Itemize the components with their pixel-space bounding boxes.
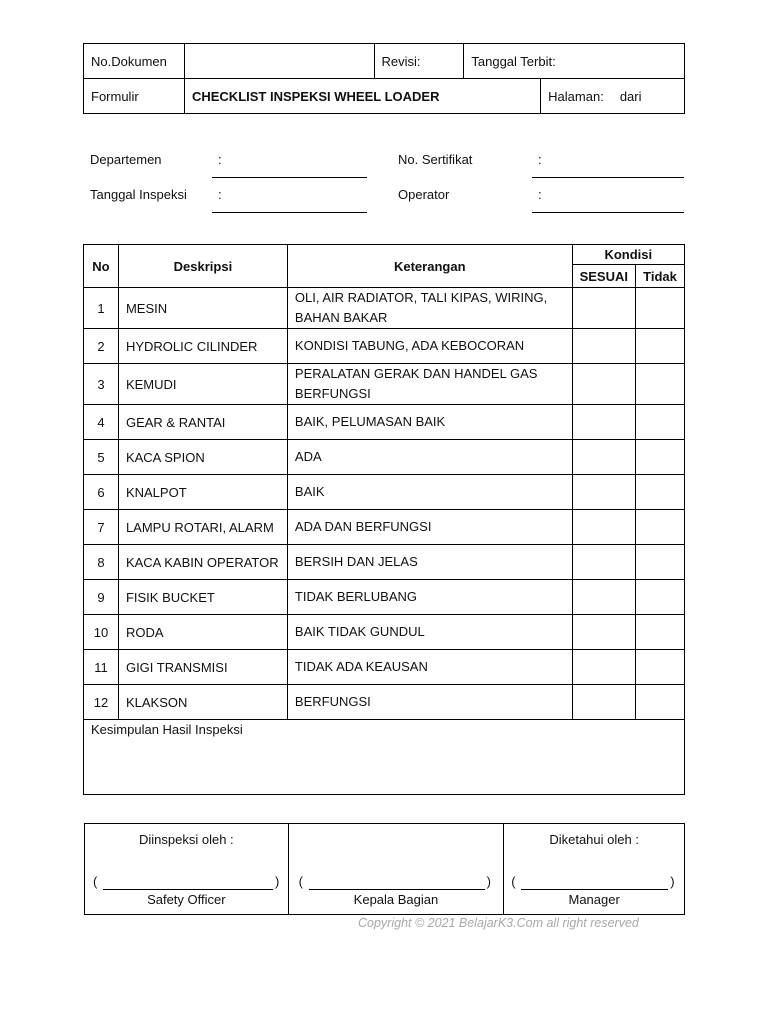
table-row (84, 364, 685, 405)
open-paren: ( (93, 874, 98, 889)
row-no: 6 (84, 475, 119, 510)
row-no: 7 (84, 510, 119, 545)
table-row (84, 440, 685, 475)
signature-line[interactable] (309, 889, 485, 890)
row-desc: KACA KABIN OPERATOR (118, 545, 287, 580)
signature-line[interactable] (103, 889, 273, 890)
row-no: 8 (84, 545, 119, 580)
signature-kepala-bagian (288, 824, 504, 915)
row-note: OLI, AIR RADIATOR, TALI KIPAS, WIRING, BAHAN BAKAR (287, 288, 572, 329)
row-note: TIDAK BERLUBANG (287, 580, 572, 615)
row-ok-checkbox[interactable] (572, 580, 635, 615)
close-paren: ) (486, 874, 491, 889)
role-manager: Manager (568, 892, 620, 907)
form-label: Formulir (84, 79, 185, 114)
conclusion-box[interactable] (84, 720, 685, 795)
conclusion-label: Kesimpulan Hasil Inspeksi (91, 722, 243, 737)
open-paren: ( (298, 874, 303, 889)
row-not-checkbox[interactable] (635, 650, 684, 685)
close-paren: ) (670, 874, 675, 889)
document-header (83, 43, 685, 114)
row-desc: GEAR & RANTAI (118, 405, 287, 440)
table-row (84, 545, 685, 580)
certificate-colon: : (538, 152, 542, 167)
row-no: 5 (84, 440, 119, 475)
revision-label: Revisi: (374, 44, 464, 79)
table-row (84, 405, 685, 440)
row-note: ADA DAN BERFUNGSI (287, 510, 572, 545)
row-not-checkbox[interactable] (635, 329, 684, 364)
row-ok-checkbox[interactable] (572, 440, 635, 475)
inspected-by-label: Diinspeksi oleh : (139, 832, 234, 847)
close-paren: ) (275, 874, 280, 889)
col-note-header: Keterangan (287, 245, 572, 288)
row-ok-checkbox[interactable] (572, 545, 635, 580)
table-row (84, 329, 685, 364)
table-row (84, 580, 685, 615)
checklist-table (83, 244, 685, 795)
page-label: Halaman: (548, 88, 604, 104)
department-colon: : (218, 152, 222, 167)
doc-no-value (184, 44, 374, 79)
row-ok-checkbox[interactable] (572, 329, 635, 364)
row-not-checkbox[interactable] (635, 288, 684, 329)
row-not-checkbox[interactable] (635, 685, 684, 720)
col-desc-header: Deskripsi (118, 245, 287, 288)
row-note: ADA (287, 440, 572, 475)
row-note: BERFUNGSI (287, 685, 572, 720)
col-ok-header: SESUAI (572, 265, 635, 288)
signature-manager (504, 824, 685, 915)
row-note: BAIK TIDAK GUNDUL (287, 615, 572, 650)
table-row (84, 685, 685, 720)
department-field[interactable] (212, 177, 367, 178)
table-row (84, 650, 685, 685)
row-desc: KEMUDI (118, 364, 287, 405)
row-not-checkbox[interactable] (635, 545, 684, 580)
col-condition-header: Kondisi (572, 245, 684, 265)
table-row (84, 288, 685, 329)
table-row (84, 475, 685, 510)
row-ok-checkbox[interactable] (572, 650, 635, 685)
role-safety-officer: Safety Officer (147, 892, 226, 907)
signature-safety-officer (85, 824, 289, 915)
signature-table (84, 823, 685, 915)
acknowledged-by-label: Diketahui oleh : (549, 832, 639, 847)
row-note: BAIK, PELUMASAN BAIK (287, 405, 572, 440)
open-paren: ( (511, 874, 516, 889)
row-not-checkbox[interactable] (635, 364, 684, 405)
row-no: 9 (84, 580, 119, 615)
row-no: 11 (84, 650, 119, 685)
signature-line[interactable] (521, 889, 668, 890)
row-desc: LAMPU ROTARI, ALARM (118, 510, 287, 545)
doc-no-label: No.Dokumen (84, 44, 185, 79)
row-desc: FISIK BUCKET (118, 580, 287, 615)
row-note: BERSIH DAN JELAS (287, 545, 572, 580)
row-no: 10 (84, 615, 119, 650)
row-desc: KNALPOT (118, 475, 287, 510)
row-not-checkbox[interactable] (635, 405, 684, 440)
row-not-checkbox[interactable] (635, 440, 684, 475)
row-no: 12 (84, 685, 119, 720)
operator-label: Operator (398, 187, 450, 202)
row-ok-checkbox[interactable] (572, 510, 635, 545)
inspection-date-colon: : (218, 187, 222, 202)
row-not-checkbox[interactable] (635, 580, 684, 615)
row-no: 2 (84, 329, 119, 364)
table-row (84, 615, 685, 650)
row-desc: KACA SPION (118, 440, 287, 475)
row-note: BAIK (287, 475, 572, 510)
col-not-header: Tidak (635, 265, 684, 288)
certificate-label: No. Sertifikat (398, 152, 473, 167)
row-ok-checkbox[interactable] (572, 685, 635, 720)
department-label: Departemen (90, 152, 162, 167)
row-no: 3 (84, 364, 119, 405)
inspection-date-field[interactable] (212, 212, 367, 213)
certificate-field[interactable] (532, 177, 684, 178)
row-desc: HYDROLIC CILINDER (118, 329, 287, 364)
operator-colon: : (538, 187, 542, 202)
row-ok-checkbox[interactable] (572, 288, 635, 329)
row-desc: RODA (118, 615, 287, 650)
inspection-date-label: Tanggal Inspeksi (90, 187, 187, 202)
row-ok-checkbox[interactable] (572, 405, 635, 440)
row-note: TIDAK ADA KEAUSAN (287, 650, 572, 685)
col-no-header: No (84, 245, 119, 288)
row-no: 1 (84, 288, 119, 329)
row-not-checkbox[interactable] (635, 615, 684, 650)
row-ok-checkbox[interactable] (572, 615, 635, 650)
row-not-checkbox[interactable] (635, 510, 684, 545)
row-ok-checkbox[interactable] (572, 364, 635, 405)
operator-field[interactable] (532, 212, 684, 213)
row-not-checkbox[interactable] (635, 475, 684, 510)
row-note: PERALATAN GERAK DAN HANDEL GAS BERFUNGSI (287, 364, 572, 405)
row-desc: GIGI TRANSMISI (118, 650, 287, 685)
issue-date-label: Tanggal Terbit: (464, 44, 685, 79)
row-ok-checkbox[interactable] (572, 475, 635, 510)
row-no: 4 (84, 405, 119, 440)
page-cell (541, 79, 685, 114)
table-row (84, 510, 685, 545)
row-desc: KLAKSON (118, 685, 287, 720)
row-note: KONDISI TABUNG, ADA KEBOCORAN (287, 329, 572, 364)
row-desc: MESIN (118, 288, 287, 329)
copyright-text: Copyright © 2021 BelajarK3.Com all right reserved (358, 916, 639, 930)
role-kepala-bagian: Kepala Bagian (353, 892, 439, 907)
page-of: dari (619, 88, 642, 104)
form-title: CHECKLIST INSPEKSI WHEEL LOADER (184, 79, 540, 114)
